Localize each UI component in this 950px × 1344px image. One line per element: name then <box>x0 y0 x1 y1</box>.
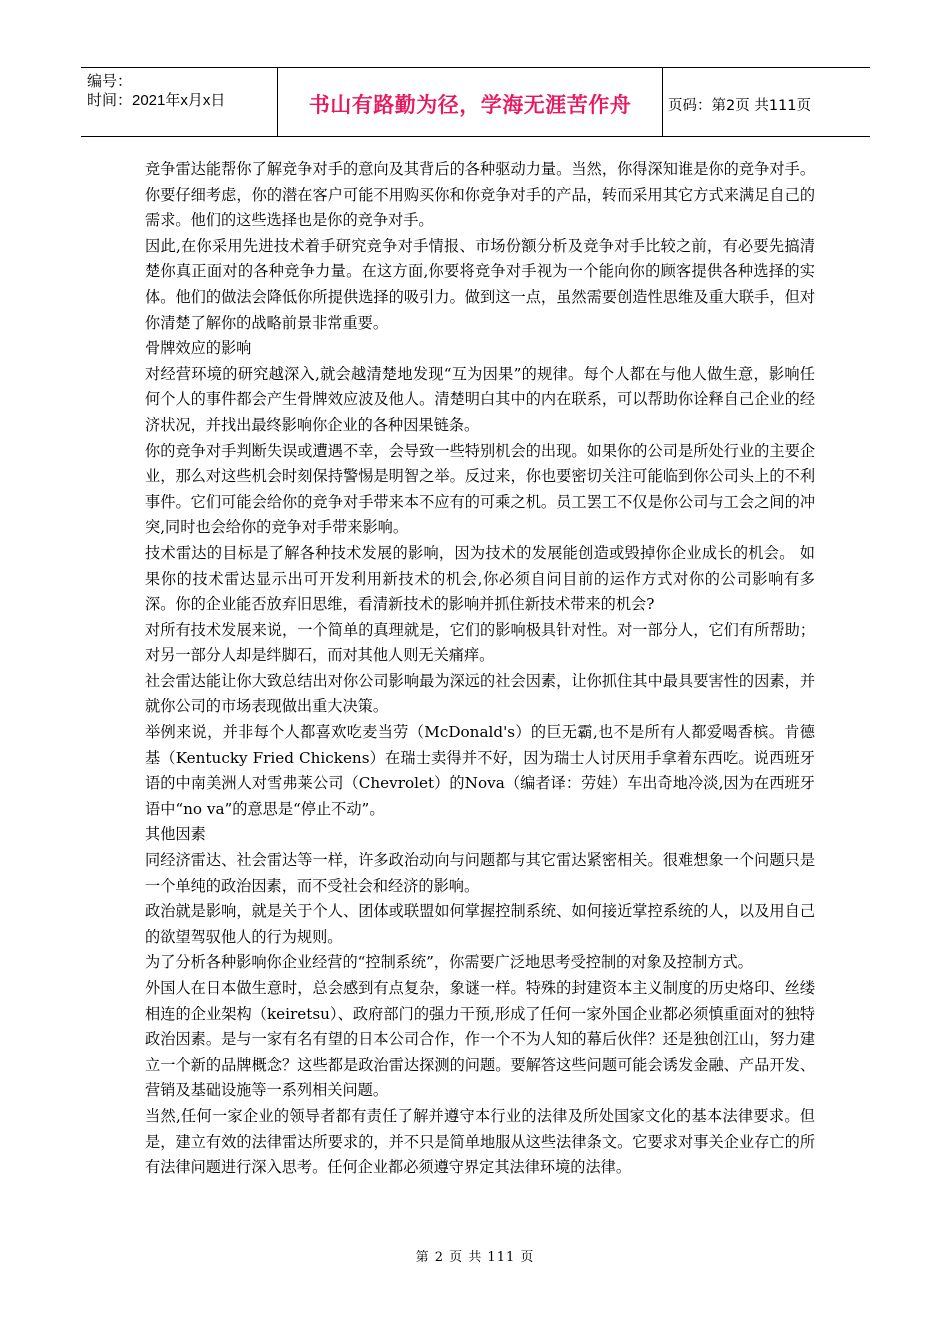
paragraph: 因此,在你采用先进技术着手研究竞争对手情报、市场份额分析及竞争对手比较之前，有必要先搞清楚你真正面对的各种竞争力量。在这方面,你要将竞争对手视为一个能向你的顾客提供各种选择的实体。他们的做法会降低你所提供选择的吸引力。做到这一点，虽然需要创造性思维及重大联手，但对你清楚了解你的战略前景非常重要。 <box>145 236 815 332</box>
section-heading: 其他因素 <box>145 825 206 844</box>
paragraph: 竞争雷达能帮你了解竞争对手的意向及其背后的各种驱动力量。当然，你得深知谁是你的竞争对手。你要仔细考虑，你的潜在客户可能不用购买你和你竞争对手的产品，转而采用其它方式来满足自己的需求。他们的这些选择也是你的竞争对手。 <box>145 160 815 230</box>
header-motto-cell <box>278 68 663 136</box>
section-heading: 骨牌效应的影响 <box>145 339 252 358</box>
paragraph: 为了分析各种影响你企业经营的“控制系统”，你需要广泛地思考受控制的对象及控制方式。 <box>145 953 753 972</box>
document-time-label: 时间：2021年x月x日 <box>87 92 226 109</box>
page-header <box>81 67 870 137</box>
header-motto: 书山有路勤为径，学海无涯苦作舟 <box>308 93 632 117</box>
paragraph: 对所有技术发展来说，一个简单的真理就是，它们的影响极具针对性。对一部分人，它们有所帮助；对另一部分人却是绊脚石，而对其他人则无关痛痒。 <box>145 620 815 665</box>
paragraph: 当然,任何一家企业的领导者都有责任了解并遵守本行业的法律及所处国家文化的基本法律要求。但是，建立有效的法律雷达所要求的，并不只是简单地服从这些法律条文。它要求对事关企业存亡的所有法律问题进行深入思考。任何企业都必须遵守界定其法律环境的法律。 <box>145 1106 815 1177</box>
paragraph: 对经营环境的研究越深入,就会越清楚地发现“互为因果”的规律。每个人都在与他人做生意，影响任何个人的事件都会产生骨牌效应波及他人。清楚明白其中的内在联系，可以帮助你诠释自己企业的经济状况，并找出最终影响你企业的各种因果链条。 <box>145 364 815 434</box>
paragraph: 技术雷达的目标是了解各种技术发展的影响，因为技术的发展能创造或毁掉你企业成长的机会。 如果你的技术雷达显示出可开发利用新技术的机会,你必须自问目前的运作方式对你的公司影响有多深。你的企业能否放弃旧思维，看清新技术的影响并抓住新技术带来的机会? <box>145 543 815 614</box>
page-footer: 第 2 页 共 111 页 <box>415 1250 535 1265</box>
header-page-info-cell <box>662 68 870 136</box>
paragraph: 外国人在日本做生意时，总会感到有点复杂，象谜一样。特殊的封建资本主义制度的历史烙印、丝缕相连的企业架构（keiretsu）、政府部门的强力干预,形成了任何一家外国企业都必须慎重面对的独特政治因素。是与一家有名有望的日本公司合作，作一个不为人知的幕后伙伴？还是独创江山，努力建立一个新的品牌概念？这些都是政治雷达探测的问题。要解答这些问题可能会诱发金融、产品开发、营销及基础设施等一系列相关问题。 <box>145 979 815 1100</box>
header-page-info: 页码：第2页 共111页 <box>668 97 812 114</box>
paragraph: 你的竞争对手判断失误或遭遇不幸，会导致一些特别机会的出现。如果你的公司是所处行业的主要企业，那么对这些机会时刻保持警惕是明智之举。反过来，你也要密切关注可能临到你公司头上的不利事件。它们可能会给你的竞争对手带来本不应有的可乘之机。员工罢工不仅是你公司与工会之间的冲突,同时也会给你的竞争对手带来影响。 <box>145 441 815 537</box>
paragraph: 社会雷达能让你大致总结出对你公司影响最为深远的社会因素，让你抓住其中最具要害性的因素，并就你公司的市场表现做出重大决策。 <box>145 671 815 716</box>
paragraph: 政治就是影响，就是关于个人、团体或联盟如何掌握控制系统、如何接近掌控系统的人，以及用自己的欲望驾驭他人的行为规则。 <box>145 902 815 946</box>
document-body <box>145 157 815 1181</box>
paragraph: 同经济雷达、社会雷达等一样，许多政治动向与问题都与其它雷达紧密相关。很难想象一个问题只是一个单纯的政治因素，而不受社会和经济的影响。 <box>145 851 815 895</box>
paragraph: 举例来说，并非每个人都喜欢吃麦当劳（McDonald's）的巨无霸,也不是所有人都爱喝香槟。肯德基（Kentucky Fried Chickens）在瑞士卖得并不好，因为瑞士人讨厌用手拿着东西吃。说西班牙语的中南美洲人对雪弗莱公司（Chevrolet）的Nova（编者译：劳娃）车出奇地冷淡,因为在西班牙语中“no va”的意思是“停止不动”。 <box>145 723 815 818</box>
header-meta <box>81 68 278 136</box>
document-number-label: 编号： <box>87 73 133 90</box>
